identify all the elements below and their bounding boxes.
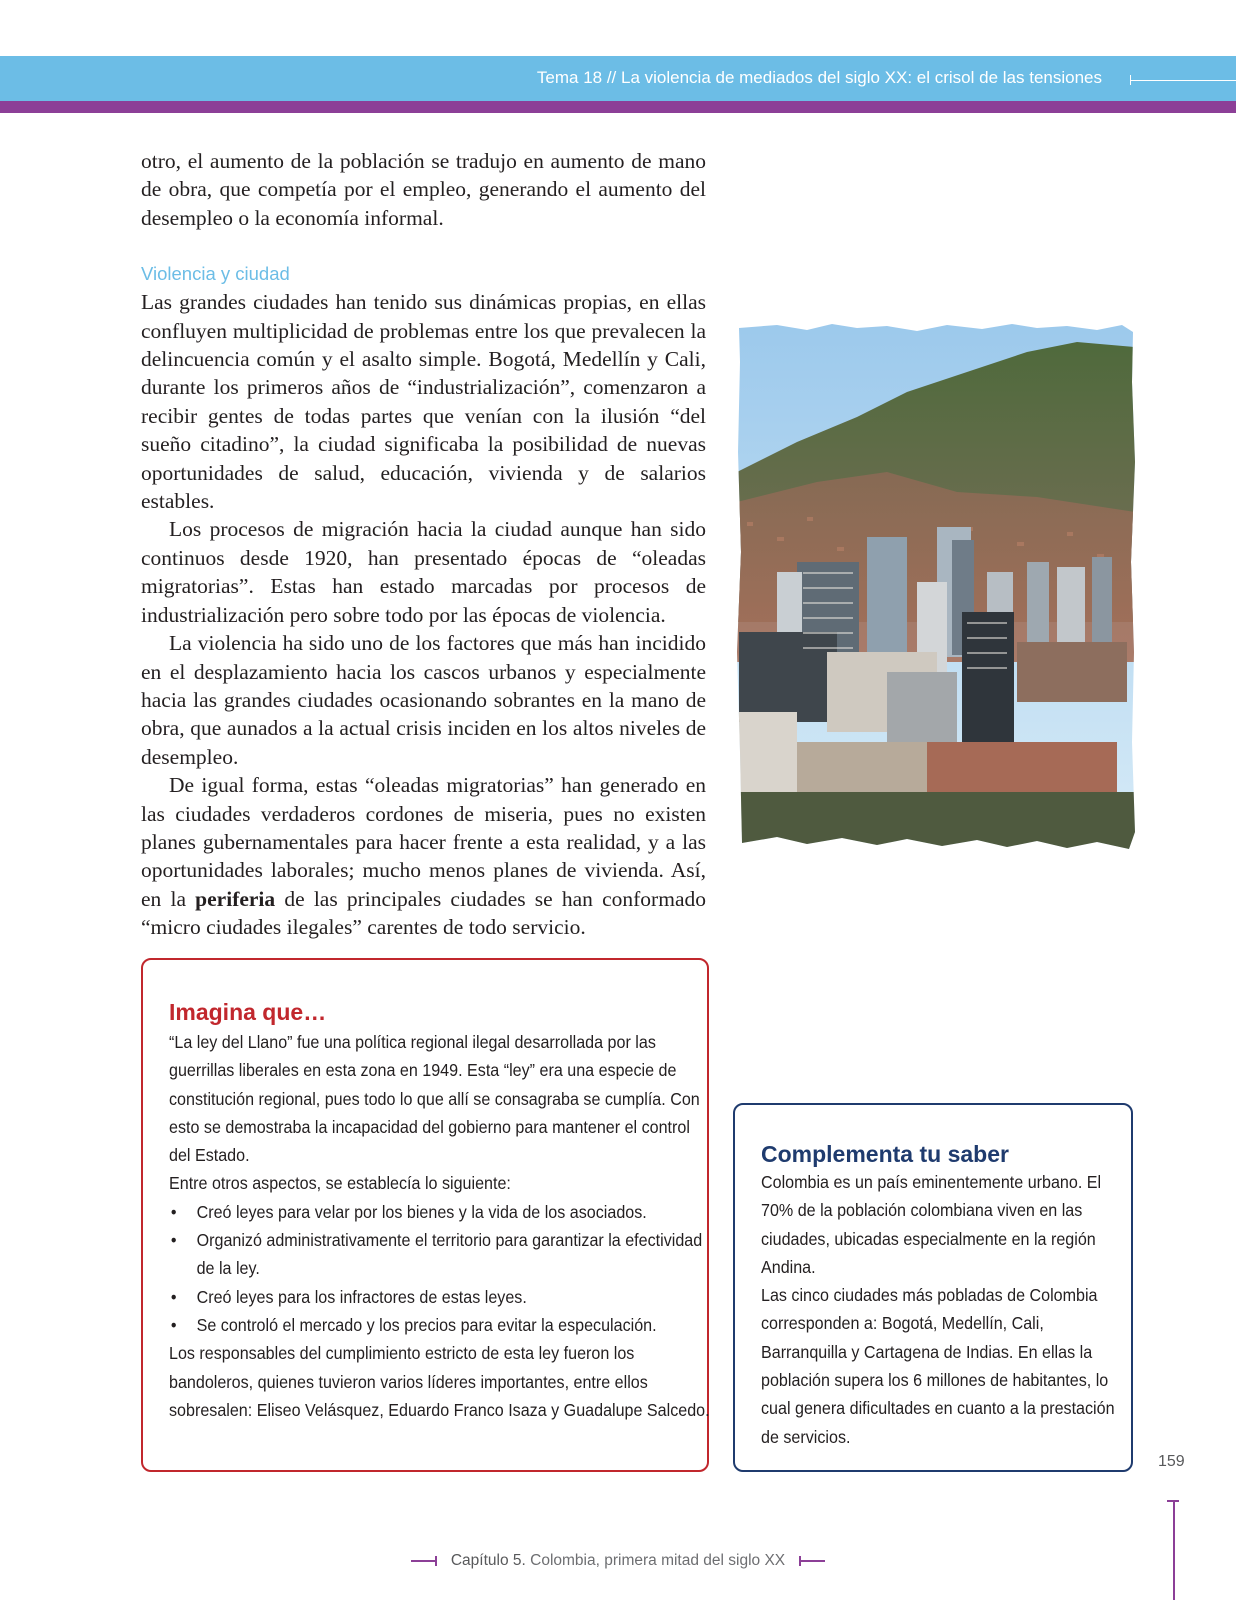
chapter-label: Capítulo 5. [450, 1552, 526, 1569]
body-paragraph-2: Los procesos de migración hacia la ciudad aunque han sido continuos desde 1920, han presentado épocas de “oleadas migratorias”. Estas han estado marcadas por procesos de industrialización pero sobre todo por las épocas de violencia. [141, 517, 706, 627]
page-number: 159 [1158, 1453, 1185, 1470]
list-item [169, 1226, 712, 1283]
keyword-periferia: periferia [195, 886, 276, 911]
complementa-paragraph-1: Colombia es un país eminentemente urbano. El 70% de la población colombiana viven en las ciudades, ubicadas especialmente en la región Andina. [761, 1172, 1102, 1277]
footer-rule-left [411, 1560, 437, 1562]
list-item-text: Organizó administrativamente el territorio para garantizar la efectividad de la ley. [196, 1230, 703, 1279]
main-text-column [141, 147, 706, 942]
list-item-text: Se controló el mercado y los precios para evitar la especulación. [196, 1314, 657, 1335]
city-photo [737, 322, 1135, 852]
complementa-paragraph-2: Las cinco ciudades más pobladas de Colombia corresponden a: Bogotá, Medellín, Cali, Barranquilla y Cartagena de Indias. En ellas la población supera los 6 millones de habitantes, lo cual genera dificultades en cuanto a la prestación de servicios. [761, 1285, 1115, 1447]
footer [0, 1552, 1236, 1570]
complementa-text [761, 1168, 1129, 1451]
body-paragraph-1: Las grandes ciudades han tenido sus dinámicas propias, en ellas confluyen multiplicidad de problemas entre los que prevalecen la delincuencia común y el asalto simple. Bogotá, Medellín y Cali, durante los primeros años de “industrialización”, comenzaron a recibir gentes de todas partes que venían con la ilusión “del sueño citadino”, la ciudad significaba la posibilidad de nuevas oportunidades de salud, educación, vivienda y de salarios estables. [141, 290, 706, 514]
side-rule [1173, 1500, 1175, 1600]
imagina-que-text [169, 1028, 712, 1424]
imagina-que-box [141, 958, 709, 1472]
list-item [169, 1283, 712, 1311]
complementa-title: Complementa tu saber [761, 1141, 1009, 1167]
list-item-text: Creó leyes para los infractores de estas leyes. [196, 1286, 527, 1307]
bullet-icon: • [170, 1230, 177, 1251]
bullet-icon: • [170, 1286, 177, 1307]
section-heading: Violencia y ciudad [141, 263, 290, 285]
footer-rule-right [799, 1560, 825, 1562]
imagina-que-intro: “La ley del Llano” fue una política regional ilegal desarrollada por las guerrillas liberales en esta zona en 1949. Esta “ley” era una especie de constitución regional, pues todo lo que allí se consagraba se cumplía. Con esto se demostraba la incapacidad del gobierno para mantener el control del Estado. [169, 1032, 700, 1166]
imagina-que-list [169, 1198, 712, 1339]
topic-title: Tema 18 // La violencia de mediados del siglo XX: el crisol de las tensiones [536, 68, 1102, 87]
city-skyline-image [737, 322, 1135, 852]
paragraph-4-text-b: de las principales ciudades se han conformado “micro ciudades ilegales” carentes de todo servicio. [141, 886, 706, 940]
imagina-que-closing: Los responsables del cumplimiento estricto de esta ley fueron los bandoleros, quienes tuvieron varios líderes importantes, entre ellos sobresalen: Eliseo Velásquez, Eduardo Franco Isaza y Guadalupe Salcedo. [169, 1343, 710, 1420]
header-rule [1130, 80, 1236, 81]
chapter-title: Colombia, primera mitad del siglo XX [530, 1552, 786, 1569]
body-paragraph-3: La violencia ha sido uno de los factores que más han incidido en el desplazamiento hacia los cascos urbanos y especialmente hacia las grandes ciudades ocasionando sobrantes en la mano de obra, que aunados a la actual crisis inciden en los altos niveles de desempleo. [141, 631, 706, 769]
paragraph-4-text-a: De igual forma, estas “oleadas migratorias” han generado en las ciudades verdaderos cordones de miseria, pues no existen planes gubernamentales para hacer frente a esta realidad, y a las oportunidades laborales; mucho menos planes de vivienda. Así, en la [141, 773, 706, 911]
intro-paragraph: otro, el aumento de la población se tradujo en aumento de mano de obra, que competía por el empleo, generando el aumento del desempleo o la economía informal. [141, 149, 706, 230]
bullet-icon: • [170, 1201, 177, 1222]
list-item [169, 1311, 712, 1339]
body-paragraph-4 [141, 771, 706, 941]
imagina-que-lead: Entre otros aspectos, se establecía lo siguiente: [169, 1173, 511, 1194]
bullet-icon: • [170, 1314, 177, 1335]
list-item-text: Creó leyes para velar por los bienes y la vida de los asociados. [196, 1201, 647, 1222]
complementa-box [733, 1103, 1133, 1472]
header-stripe [0, 101, 1236, 113]
list-item [169, 1198, 712, 1226]
imagina-que-title: Imagina que… [169, 999, 327, 1025]
